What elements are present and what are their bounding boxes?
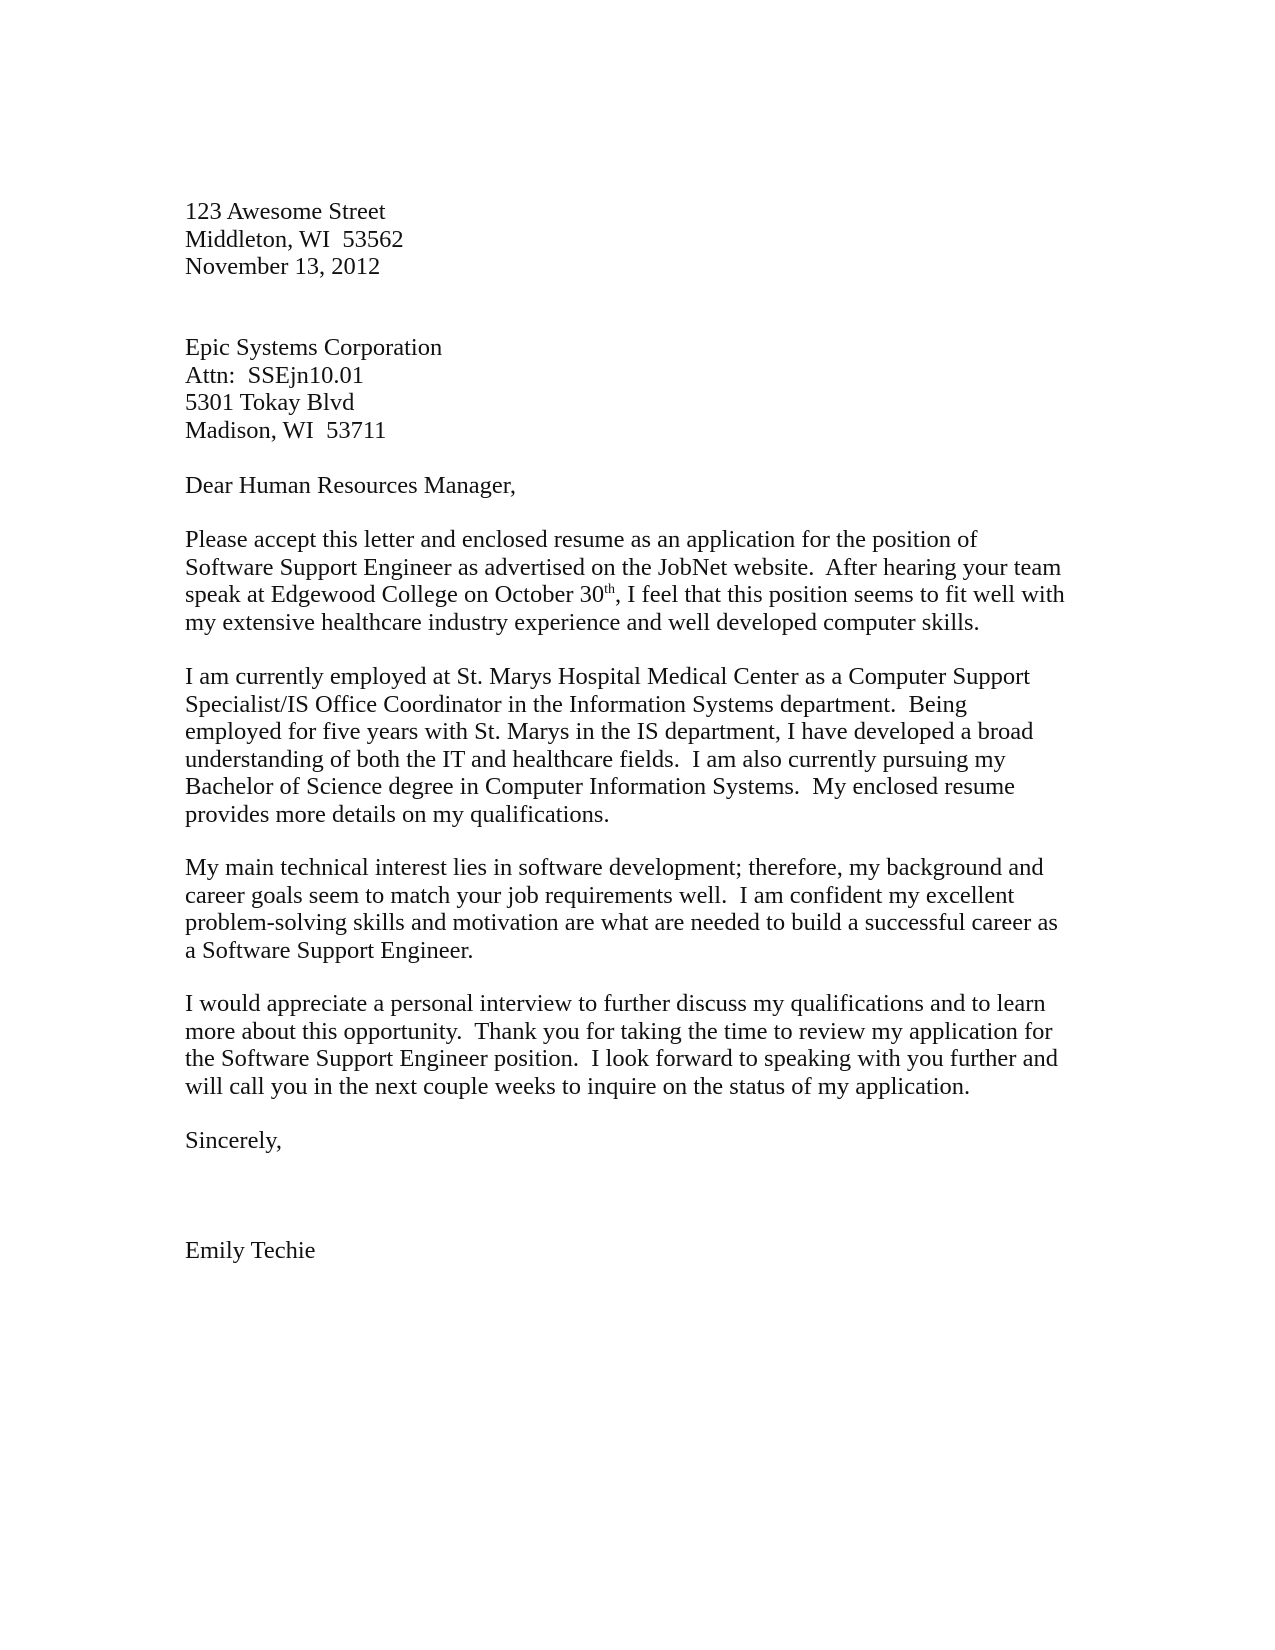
recipient-address <box>185 334 1085 444</box>
sender-address <box>185 198 1085 281</box>
ordinal-suffix: th <box>604 582 615 598</box>
paragraph-1-line-3-start: speak at Edgewood College on October 30 <box>185 581 605 609</box>
paragraph-1 <box>185 526 1085 636</box>
sender-city-state-zip: Middleton, WI 53562 <box>185 225 404 253</box>
recipient-attn: Attn: SSEjn10.01 <box>185 361 365 389</box>
recipient-street: 5301 Tokay Blvd <box>185 389 355 417</box>
signature <box>185 1237 1085 1265</box>
recipient-city-state-zip: Madison, WI 53711 <box>185 416 387 444</box>
paragraph-2 <box>185 663 1085 829</box>
paragraph-1-line-2: Software Support Engineer as advertised on the JobNet website. After hearing your team <box>185 553 1062 581</box>
paragraph-3 <box>185 854 1085 964</box>
paragraph-3-line: My main technical interest lies in software development; therefore, my background and <box>185 854 1044 881</box>
sender-street: 123 Awesome Street <box>185 198 386 225</box>
closing <box>185 1127 1085 1155</box>
paragraph-2-line: employed for five years with St. Marys in the IS department, I have developed a broad <box>185 718 1034 746</box>
paragraph-2-line: Specialist/IS Office Coordinator in the Information Systems department. Being <box>185 690 968 718</box>
signature-name: Emily Techie <box>185 1237 316 1264</box>
salutation <box>185 472 1085 500</box>
paragraph-2-line: I am currently employed at St. Marys Hospital Medical Center as a Computer Support <box>185 663 1031 690</box>
paragraph-3-line: problem-solving skills and motivation are what are needed to build a successful career as <box>185 909 1058 937</box>
paragraph-4-line: the Software Support Engineer position. I look forward to speaking with you further and <box>185 1045 1058 1073</box>
paragraph-1-line-4: my extensive healthcare industry experience and well developed computer skills. <box>185 608 980 636</box>
paragraph-4-line: more about this opportunity. Thank you for taking the time to review my application for <box>185 1017 1053 1045</box>
paragraph-4-line: will call you in the next couple weeks to inquire on the status of my application. <box>185 1072 971 1100</box>
recipient-company: Epic Systems Corporation <box>185 334 443 361</box>
paragraph-1-line-3 <box>185 581 1085 609</box>
paragraph-4-line: I would appreciate a personal interview to further discuss my qualifications and to learn <box>185 990 1046 1017</box>
closing-text: Sincerely, <box>185 1127 283 1154</box>
paragraph-3-line: a Software Support Engineer. <box>185 936 474 964</box>
paragraph-1-line-1: Please accept this letter and enclosed resume as an application for the position of <box>185 526 978 553</box>
salutation-text: Dear Human Resources Manager, <box>185 472 517 499</box>
paragraph-1-line-3-end: , I feel that this position seems to fit well with <box>615 581 1065 609</box>
paragraph-2-line: provides more details on my qualifications. <box>185 800 610 828</box>
paragraph-4 <box>185 990 1085 1100</box>
paragraph-2-line: Bachelor of Science degree in Computer Information Systems. My enclosed resume <box>185 773 1016 801</box>
paragraph-2-line: understanding of both the IT and healthcare fields. I am also currently pursuing my <box>185 745 1006 773</box>
paragraph-3-line: career goals seem to match your job requirements well. I am confident my excellent <box>185 881 1015 909</box>
letter-date: November 13, 2012 <box>185 253 381 281</box>
